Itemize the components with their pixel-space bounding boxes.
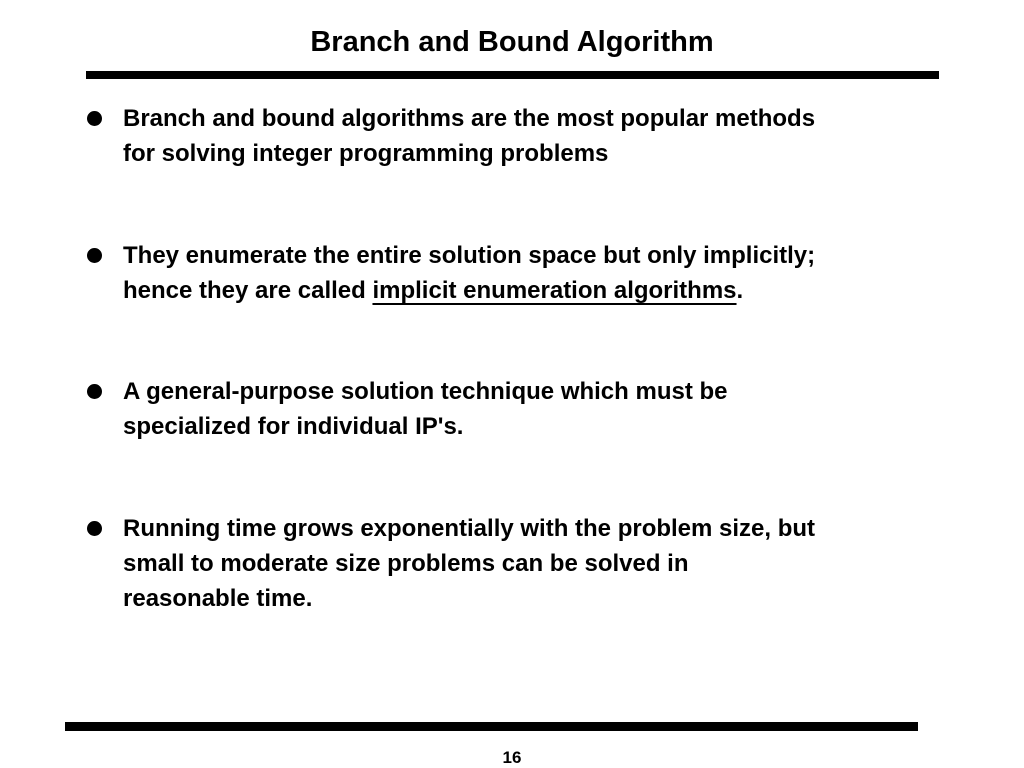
bullet-line: small to moderate size problems can be solved in <box>123 550 689 577</box>
bullet-line: Running time grows exponentially with the problem size, but <box>123 515 816 542</box>
bullet-line: They enumerate the entire solution space but only implicitly; <box>123 242 816 269</box>
bullet-line: Branch and bound algorithms are the most popular methods <box>123 105 816 132</box>
footer-divider <box>65 722 918 731</box>
bullet-line: reasonable time. <box>123 585 313 612</box>
bullet-dot-icon <box>87 521 102 536</box>
slide-title: Branch and Bound Algorithm <box>310 26 714 58</box>
bullet-text <box>123 374 953 444</box>
bullet-dot-icon <box>87 111 102 126</box>
bullet-dot-icon <box>87 248 102 263</box>
bullet-text <box>123 511 953 616</box>
implicit-enumeration-term: implicit enumeration algorithms <box>372 277 737 304</box>
bullet-line-suffix: . <box>736 277 744 304</box>
bullet-line-prefix: hence they are called <box>123 277 373 304</box>
bullet-text <box>123 238 953 308</box>
bullet-line: A general-purpose solution technique which must be <box>123 378 728 405</box>
bullet-line <box>123 273 953 308</box>
bullet-line: for solving integer programming problems <box>123 140 609 167</box>
bullet-dot-icon <box>87 384 102 399</box>
bullet-text <box>123 101 953 171</box>
bullet-line: specialized for individual IP's. <box>123 413 464 440</box>
page-number: 16 <box>502 748 522 767</box>
